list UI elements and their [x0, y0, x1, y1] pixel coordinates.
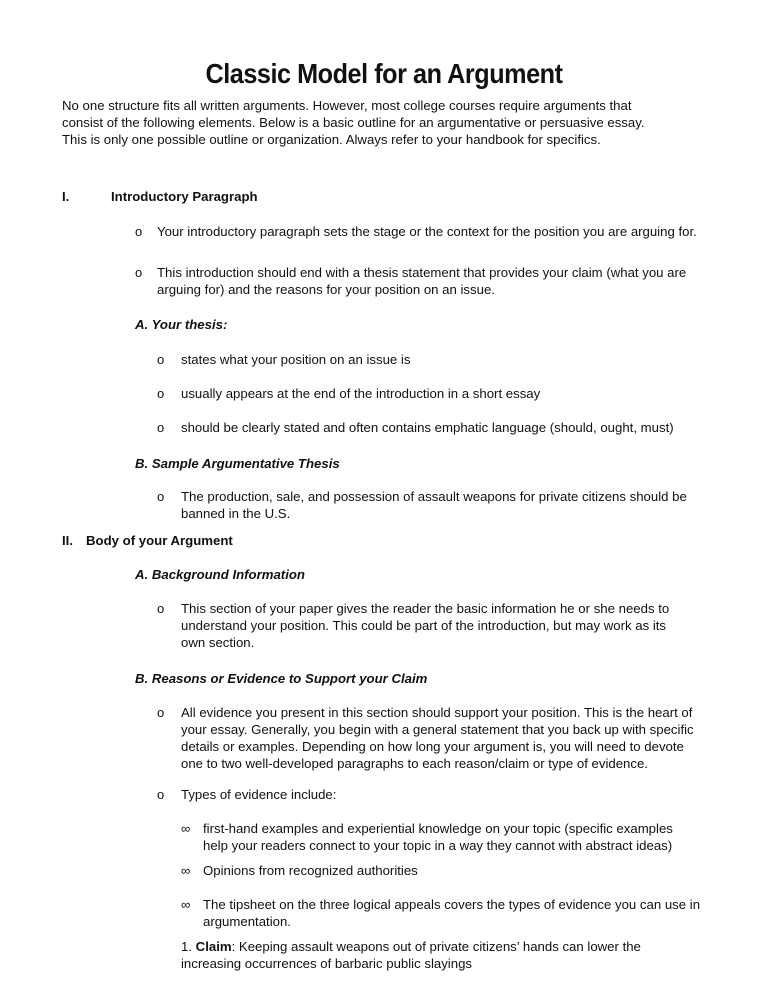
bullet-text [157, 223, 697, 240]
bullet-text: usually appears at the end of the introduction in a short essay [181, 386, 541, 401]
bullet-text [181, 600, 669, 651]
bullet-text [181, 704, 694, 772]
subsection-heading-your-thesis: A. Your thesis: [135, 317, 228, 332]
circle-bullet-icon: o [157, 386, 165, 401]
circle-bullet-icon: o [157, 601, 165, 616]
intro-line: This is only one possible outline or organization. Always refer to your handbook for specifics. [62, 132, 601, 147]
bullet-text-line: Your introductory paragraph sets the stage or the context for the position you are arguing for. [157, 224, 697, 239]
intro-paragraph [62, 97, 645, 148]
bullet-text-line: first-hand examples and experiential knowledge on your topic (specific examples [203, 821, 673, 836]
bullet-text-line: arguing for) and the reasons for your position on an issue. [157, 282, 495, 297]
bullet-text: states what your position on an issue is [181, 352, 411, 367]
section-1-numeral: I. [62, 189, 70, 204]
bullet-text-line: own section. [181, 635, 255, 650]
bullet-text [203, 820, 673, 854]
circle-bullet-icon: o [135, 265, 143, 280]
bullet-text-line: details or examples. Depending on how long your argument is, you will need to devote [181, 739, 684, 754]
bullet-text-line: This section of your paper gives the reader the basic information he or she needs to [181, 601, 670, 616]
circle-bullet-icon: o [135, 224, 143, 239]
circle-bullet-icon: o [157, 489, 165, 504]
bullet-text: Types of evidence include: [181, 787, 337, 802]
circle-bullet-icon: o [157, 787, 165, 802]
claim-number: 1. [181, 939, 192, 954]
section-2-numeral: II. [62, 533, 73, 548]
circle-bullet-icon: o [157, 352, 165, 367]
bullet-text [157, 264, 686, 298]
infinity-bullet-icon: ∞ [181, 897, 191, 912]
bullet-text-line: help your readers connect to your topic in a way they cannot with abstract ideas) [203, 838, 673, 853]
infinity-bullet-icon: ∞ [181, 863, 191, 878]
bullet-text [203, 896, 700, 930]
subsection-heading-reasons: B. Reasons or Evidence to Support your Claim [135, 671, 428, 686]
section-1-heading: Introductory Paragraph [111, 189, 258, 204]
claim-line [181, 938, 641, 955]
bullet-text-line: All evidence you present in this section should support your position. This is the heart of [181, 705, 693, 720]
infinity-bullet-icon: ∞ [181, 821, 191, 836]
bullet-text: Opinions from recognized authorities [203, 863, 418, 878]
intro-line: No one structure fits all written arguments. However, most college courses require arguments that [62, 98, 632, 113]
claim-label: Claim [195, 939, 232, 954]
subsection-heading-sample-thesis: B. Sample Argumentative Thesis [135, 456, 340, 471]
bullet-text [181, 488, 687, 522]
bullet-text-line: banned in the U.S. [181, 506, 291, 521]
bullet-text-line: The production, sale, and possession of assault weapons for private citizens should be [181, 489, 687, 504]
bullet-text: should be clearly stated and often contains emphatic language (should, ought, must) [181, 420, 674, 435]
bullet-text-line: The tipsheet on the three logical appeals covers the types of evidence you can use in [203, 897, 701, 912]
claim-line: increasing occurrences of barbaric public slayings [181, 956, 473, 971]
document-title: Classic Model for an Argument [205, 58, 563, 89]
intro-line: consist of the following elements. Below is a basic outline for an argumentative or persuasive essay. [62, 115, 645, 130]
subsection-heading-background: A. Background Information [135, 567, 305, 582]
circle-bullet-icon: o [157, 705, 165, 720]
claim-paragraph [181, 938, 641, 972]
bullet-text-line: This introduction should end with a thesis statement that provides your claim (what you are [157, 265, 687, 280]
circle-bullet-icon: o [157, 420, 165, 435]
section-2-heading: Body of your Argument [86, 533, 233, 548]
bullet-text-line: your essay. Generally, you begin with a general statement that you back up with specific [181, 722, 694, 737]
bullet-text-line: understand your position. This could be part of the introduction, but may work as its [181, 618, 667, 633]
claim-text: : Keeping assault weapons out of private citizens’ hands can lower the [231, 939, 641, 954]
bullet-text-line: argumentation. [203, 914, 291, 929]
bullet-text-line: one to two well-developed paragraphs to each reason/claim or type of evidence. [181, 756, 648, 771]
